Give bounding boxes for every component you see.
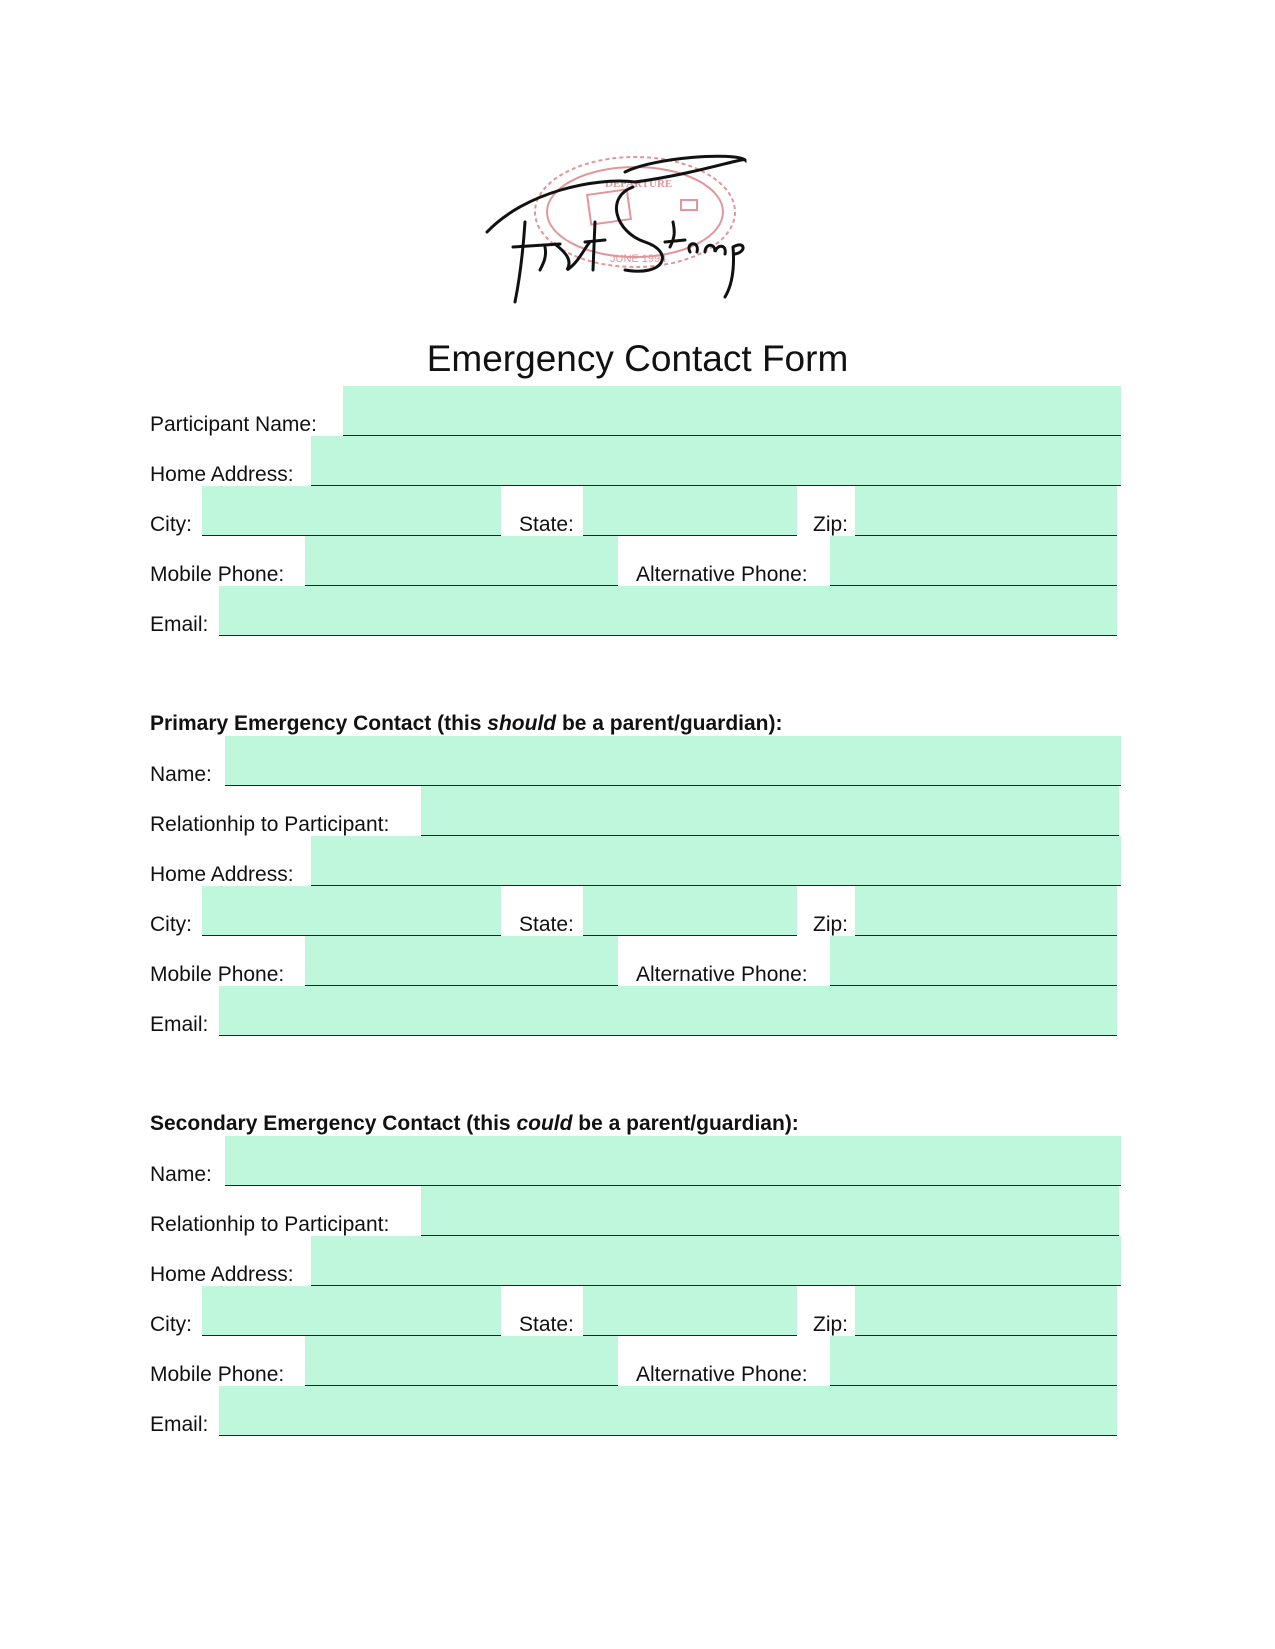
primary-city-label: City: [150,913,192,936]
primary-relationship-input[interactable] [421,786,1119,836]
form-title: Emergency Contact Form [426,338,849,379]
primary-address-label: Home Address: [150,863,294,886]
participant-name-label: Participant Name: [150,413,317,436]
primary-state-label: State: [519,913,574,936]
participant-zip-label: Zip: [813,513,849,536]
participant-zip-input[interactable] [855,486,1117,536]
primary-zip-label: Zip: [813,913,849,936]
participant-mobile-label: Mobile Phone: [150,563,285,586]
primary-address-input[interactable] [311,836,1121,886]
participant-alt-phone-label: Alternative Phone: [636,563,808,586]
participant-email-input[interactable] [219,586,1117,636]
primary-heading-text-2: be a parent/guardian): [556,712,783,735]
participant-state-input[interactable] [583,486,797,536]
primary-zip-input[interactable] [855,886,1117,936]
primary-contact-heading [150,712,782,736]
secondary-heading-text-1: Secondary Emergency Contact (this [150,1112,517,1135]
participant-email-label: Email: [150,613,209,636]
secondary-email-input[interactable] [219,1386,1117,1436]
secondary-address-label: Home Address: [150,1263,294,1286]
secondary-heading-text-2: be a parent/guardian): [572,1112,799,1135]
primary-email-label: Email: [150,1013,209,1036]
secondary-zip-input[interactable] [855,1286,1117,1336]
participant-mobile-input[interactable] [305,536,618,586]
secondary-mobile-label: Mobile Phone: [150,1363,285,1386]
secondary-mobile-input[interactable] [305,1336,618,1386]
primary-city-input[interactable] [202,886,501,936]
primary-heading-emphasis: should [487,712,557,735]
secondary-relationship-input[interactable] [421,1186,1119,1236]
secondary-address-input[interactable] [311,1236,1121,1286]
primary-heading-text-1: Primary Emergency Contact (this [150,712,488,735]
secondary-contact-heading [150,1112,799,1136]
participant-name-input[interactable] [343,386,1121,436]
secondary-zip-label: Zip: [813,1313,849,1336]
primary-email-input[interactable] [219,986,1117,1036]
participant-state-label: State: [519,513,574,536]
primary-mobile-input[interactable] [305,936,618,986]
primary-name-input[interactable] [225,736,1121,786]
secondary-heading-emphasis: could [516,1112,573,1135]
secondary-city-input[interactable] [202,1286,501,1336]
primary-alt-phone-label: Alternative Phone: [636,963,808,986]
secondary-name-input[interactable] [225,1136,1121,1186]
participant-alt-phone-input[interactable] [830,536,1117,586]
first-stamp-logo [485,152,775,312]
primary-relationship-label: Relationhip to Participant: [150,813,390,836]
secondary-state-input[interactable] [583,1286,797,1336]
secondary-email-label: Email: [150,1413,209,1436]
secondary-city-label: City: [150,1313,192,1336]
primary-alt-phone-input[interactable] [830,936,1117,986]
secondary-alt-phone-label: Alternative Phone: [636,1363,808,1386]
participant-city-label: City: [150,513,192,536]
primary-state-input[interactable] [583,886,797,936]
svg-text:DEPARTURE: DEPARTURE [605,178,673,190]
participant-address-label: Home Address: [150,463,294,486]
secondary-state-label: State: [519,1313,574,1336]
svg-text:JUNE 1994: JUNE 1994 [610,253,667,265]
secondary-alt-phone-input[interactable] [830,1336,1117,1386]
primary-mobile-label: Mobile Phone: [150,963,285,986]
secondary-relationship-label: Relationhip to Participant: [150,1213,390,1236]
participant-city-input[interactable] [202,486,501,536]
secondary-name-label: Name: [150,1163,212,1186]
primary-name-label: Name: [150,763,212,786]
participant-address-input[interactable] [311,436,1121,486]
